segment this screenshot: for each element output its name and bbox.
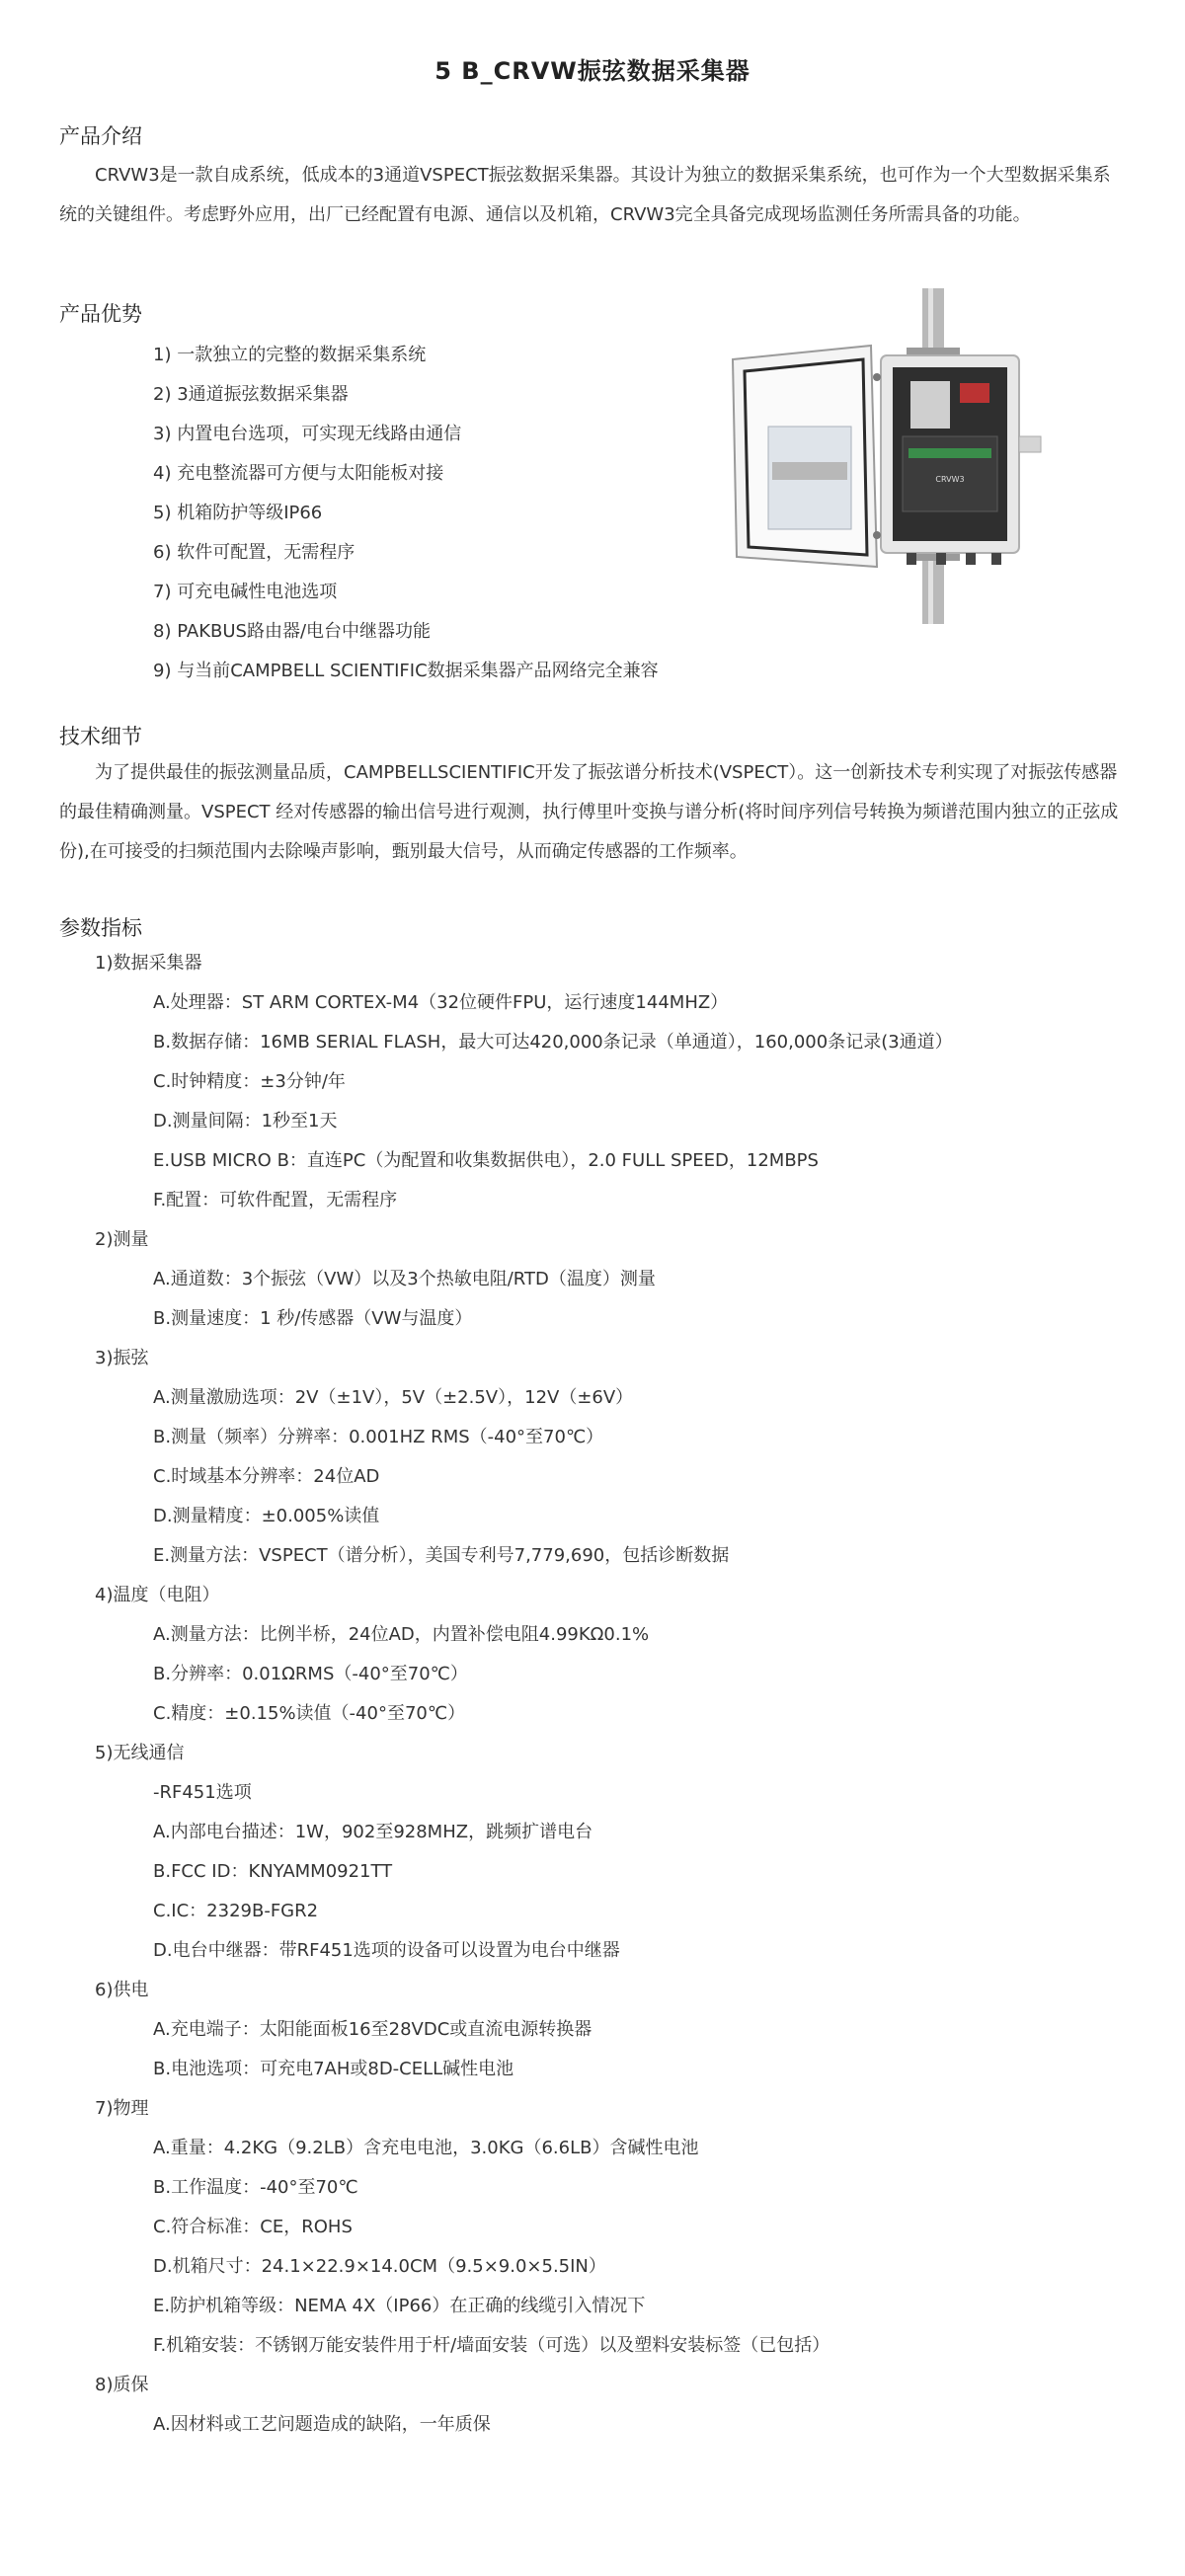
spec-category: 2)测量 [95,1229,149,1250]
advantage-item: 1) 一款独立的完整的数据采集系统 [153,345,427,365]
spec-item: D.测量精度：±0.005%读值 [153,1506,380,1526]
section-heading-intro: 产品介绍 [59,124,142,148]
spec-item: A.内部电台描述：1W，902至928MHZ，跳频扩谱电台 [153,1822,593,1842]
terminal-block [908,448,991,458]
advantage-item: 9) 与当前CAMPBELL SCIENTIFIC数据采集器产品网络完全兼容 [153,661,659,681]
spec-item: B.电池选项：可充电7AH或8D-CELL碱性电池 [153,2059,514,2079]
spec-item: B.工作温度：-40°至70℃ [153,2177,358,2198]
spec-item: C.精度：±0.15%读值（-40°至70℃） [153,1703,466,1724]
spec-category: 1)数据采集器 [95,953,202,974]
advantage-item: 7) 可充电碱性电池选项 [153,582,338,602]
spec-item: F.配置：可软件配置，无需程序 [153,1190,398,1210]
battery [910,381,950,429]
spec-item: A.处理器：ST ARM CORTEX-M4（32位硬件FPU，运行速度144MHZ） [153,992,729,1013]
spec-category: 7)物理 [95,2098,149,2119]
section-heading-specs: 参数指标 [59,916,142,940]
spec-item: E.测量方法：VSPECT（谱分析），美国专利号7,779,690，包括诊断数据 [153,1545,730,1566]
advantage-item: 8) PAKBUS路由器/电台中继器功能 [153,621,432,642]
intro-paragraph: CRVW3是一款自成系统，低成本的3通道VSPECT振弦数据采集器。其设计为独立的数据采集系统，也可作为一个大型数据采集系统的关键组件。考虑野外应用，出厂已经配置有电源、通信以及机箱，CRVW3完全具备完成现场监测任务所需具备的功能。 [59,165,1111,225]
spec-item: -RF451选项 [153,1782,252,1803]
advantage-item: 4) 充电整流器可方便与太阳能板对接 [153,463,444,484]
spec-item: B.数据存储：16MB SERIAL FLASH，最大可达420,000条记录（单通道），160,000条记录(3通道） [153,1032,953,1053]
advantage-item: 3) 内置电台选项，可实现无线路由通信 [153,424,462,444]
spec-category: 4)温度（电阻） [95,1585,220,1605]
spec-item: C.时域基本分辨率：24位AD [153,1466,380,1487]
spec-item: A.充电端子：太阳能面板16至28VDC或直流电源转换器 [153,2019,592,2040]
spec-category: 5)无线通信 [95,1743,185,1763]
spec-item: D.测量间隔：1秒至1天 [153,1111,338,1132]
spec-item: B.分辨率：0.01ΩRMS（-40°至70℃） [153,1664,468,1684]
spec-item: B.FCC ID：KNYAMM0921TT [153,1861,393,1882]
spec-item: B.测量（频率）分辨率：0.001HZ RMS（-40°至70℃） [153,1427,604,1447]
advantage-item: 6) 软件可配置，无需程序 [153,542,356,563]
advantages-list [153,336,659,691]
section-heading-tech: 技术细节 [59,725,142,748]
spec-item: F.机箱安装：不锈钢万能安装件用于杆/墙面安装（可选）以及塑料安装标签（已包括） [153,2335,830,2356]
advantage-item: 2) 3通道振弦数据采集器 [153,384,349,405]
spec-item: C.符合标准：CE，ROHS [153,2217,353,2237]
spec-item: E.防护机箱等级：NEMA 4X（IP66）在正确的线缆引入情况下 [153,2296,646,2316]
advantage-item: 5) 机箱防护等级IP66 [153,503,323,523]
spec-item: A.通道数：3个振弦（VW）以及3个热敏电阻/RTD（温度）测量 [153,1269,656,1289]
spec-list [95,944,953,2445]
spec-item: C.时钟精度：±3分钟/年 [153,1071,346,1092]
device-label: CRVW3 [935,475,965,484]
spec-category: 3)振弦 [95,1348,149,1368]
spec-item: B.测量速度：1 秒/传感器（VW与温度） [153,1308,473,1329]
spec-item: D.电台中继器：带RF451选项的设备可以设置为电台中继器 [153,1940,620,1961]
section-heading-advantages: 产品优势 [59,302,142,326]
spec-item: D.机箱尺寸：24.1×22.9×14.0CM（9.5×9.0×5.5IN） [153,2256,606,2277]
circuit-board [903,436,997,511]
spec-item: E.USB MICRO B：直连PC（为配置和收集数据供电），2.0 FULL SPEED，12MBPS [153,1150,819,1171]
spec-item: A.重量：4.2KG（9.2LB）含充电电池，3.0KG（6.6LB）含碱性电池 [153,2138,699,2158]
spec-item: A.测量方法：比例半桥，24位AD，内置补偿电阻4.99KΩ0.1% [153,1624,650,1645]
spec-item: A.因材料或工艺问题造成的缺陷，一年质保 [153,2414,491,2435]
spec-category: 8)质保 [95,2375,149,2395]
tech-paragraph: 为了提供最佳的振弦测量品质，CAMPBELLSCIENTIFIC开发了振弦谱分析技术(VSPECT）。这一创新技术专利实现了对振弦传感器的最佳精确测量。VSPECT 经对传感器的输出信号进行观测，执行傅里叶变换与谱分析(将时间序列信号转换为频谱范围内独立的正弦成份),在可接受的扫频范围内去除噪声影响，甄别最大信号，从而确定传感器的工作频率。 [59,762,1119,862]
red-wire [960,383,989,403]
page-title: 5 B_CRVW振弦数据采集器 [434,57,750,85]
spec-category: 6)供电 [95,1980,149,2000]
spec-item: A.测量激励选项：2V（±1V），5V（±2.5V），12V（±6V） [153,1387,634,1408]
product-photo [713,288,1049,624]
spec-item: C.IC：2329B-FGR2 [153,1901,319,1921]
